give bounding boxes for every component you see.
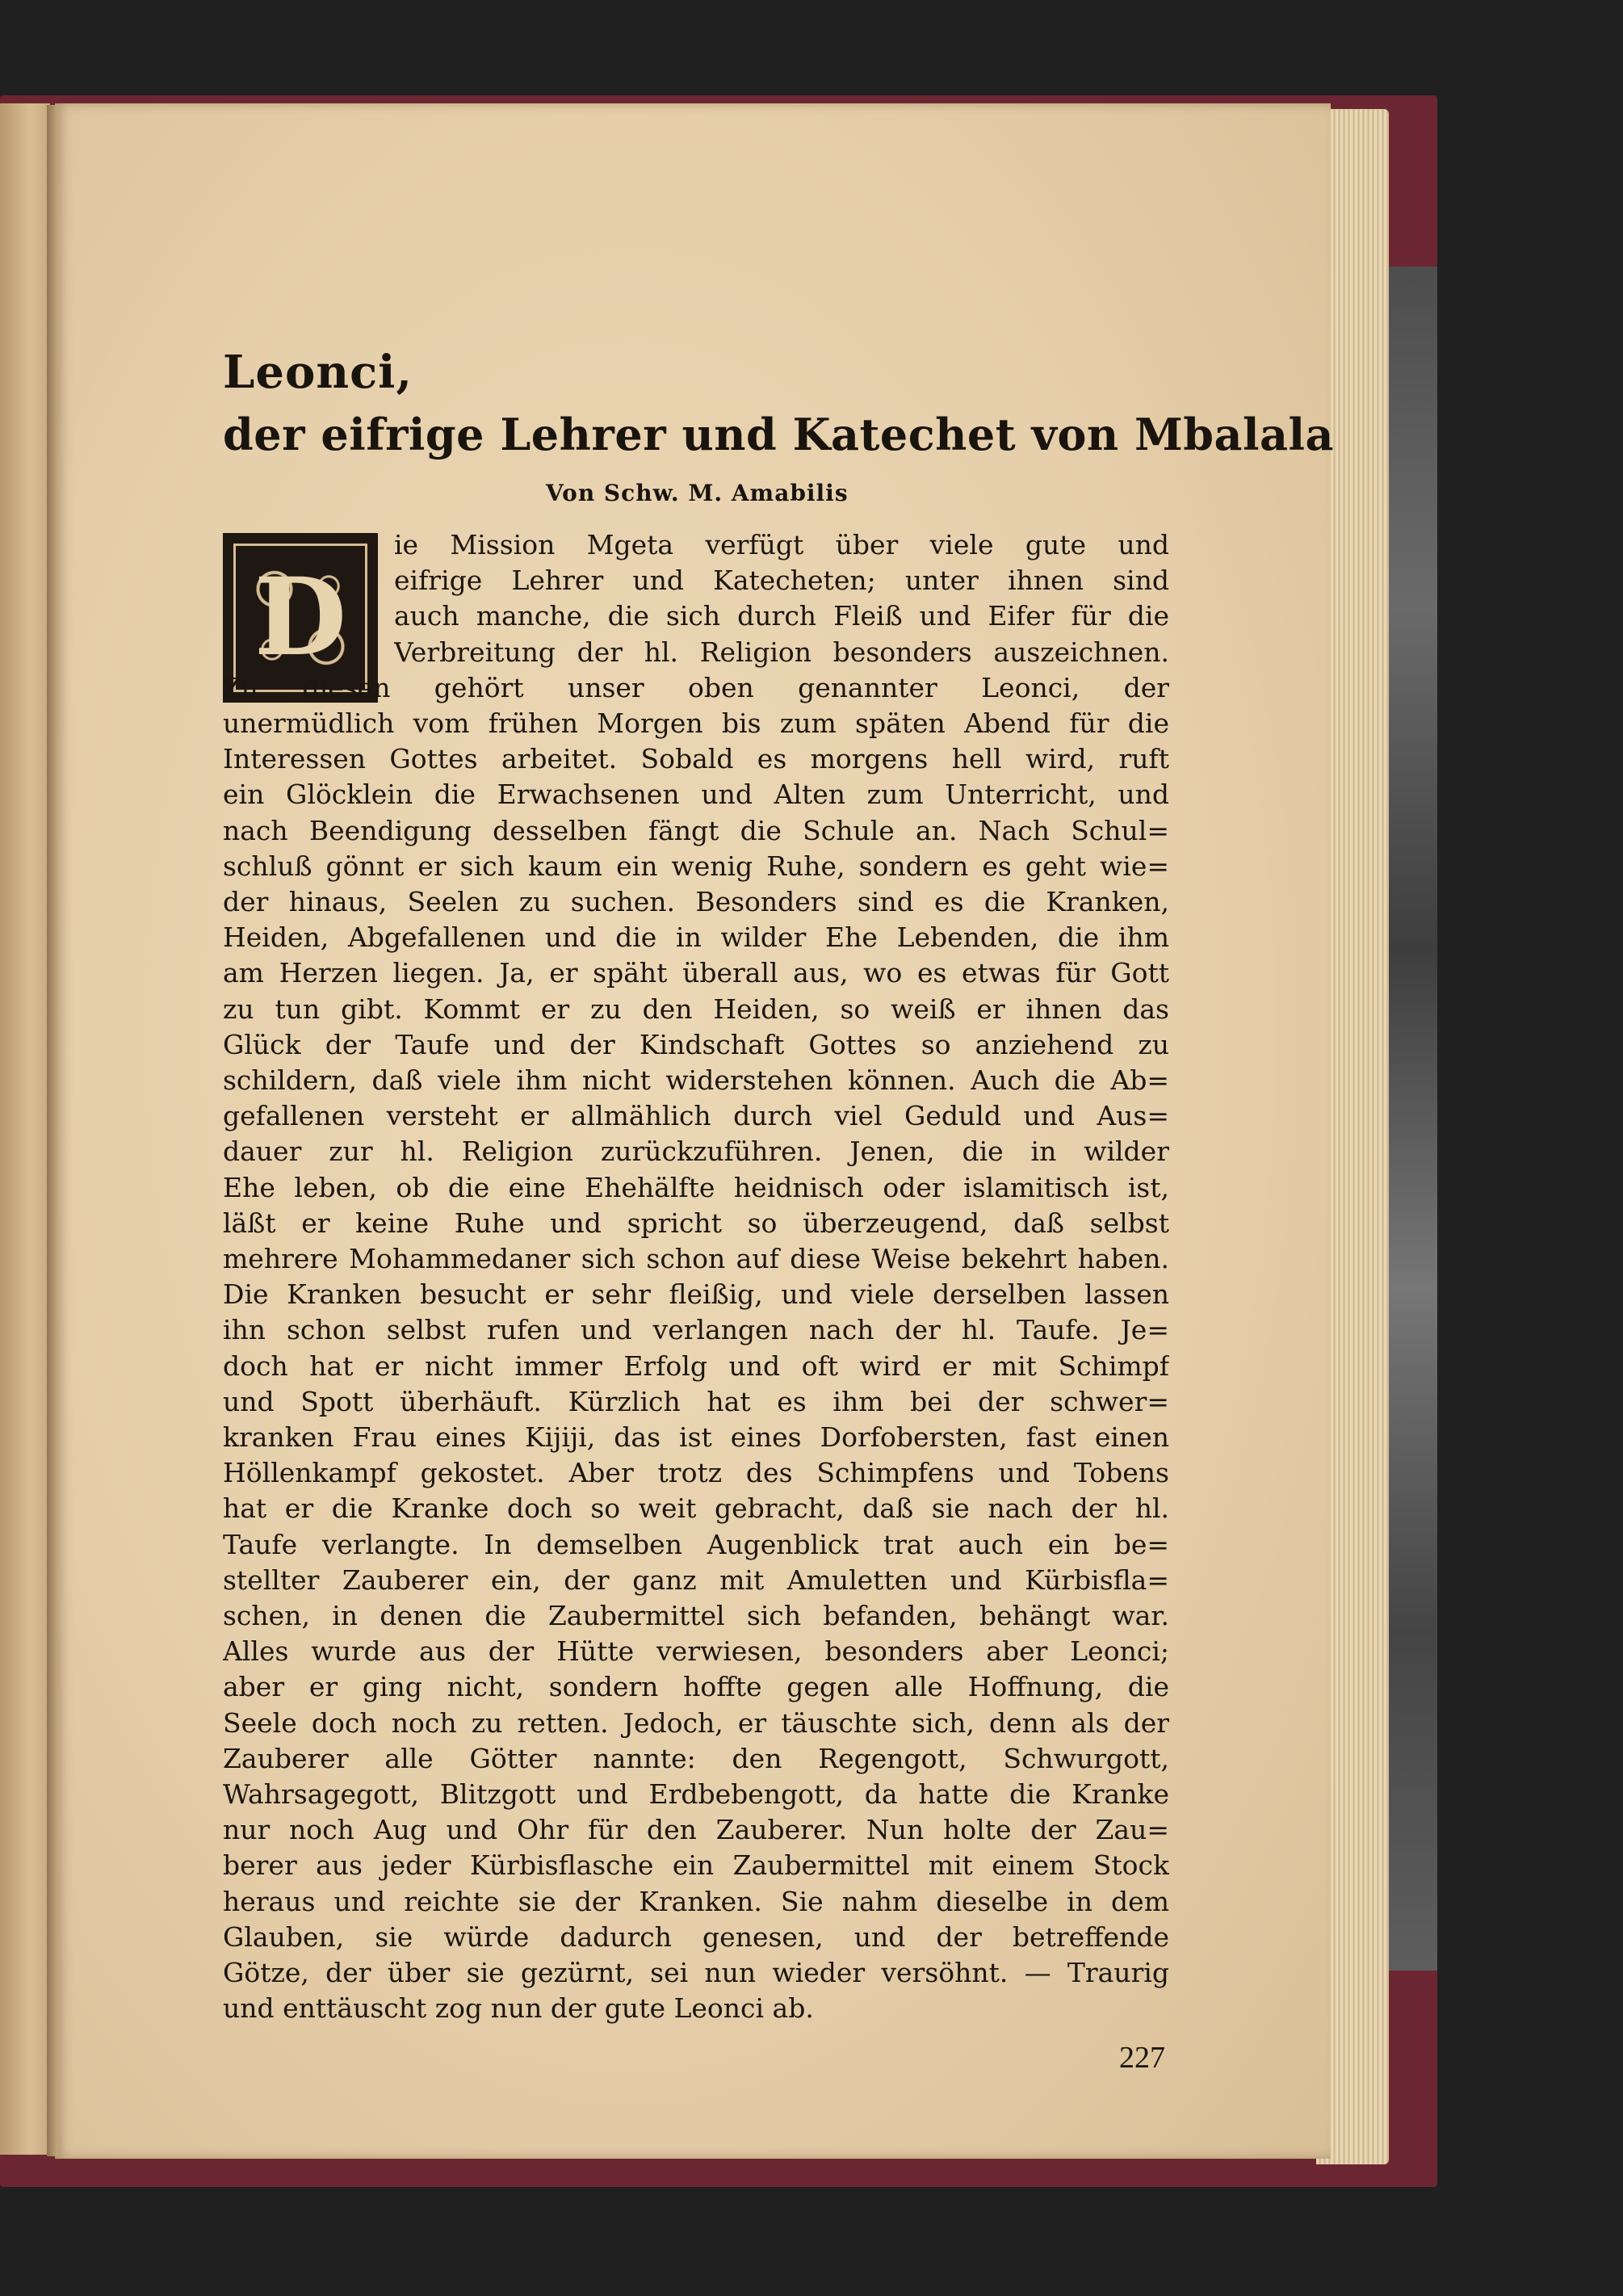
text-line: ie Mission Mgeta verfügt über viele gute und — [394, 529, 1169, 560]
text-line: gefallenen versteht er allmählich durch viel Geduld und Aus= — [223, 1100, 1169, 1131]
text-line: der hinaus, Seelen zu suchen. Besonders sind es die Kranken, — [223, 886, 1169, 917]
byline: Von Schw. M. Amabilis — [546, 480, 849, 506]
text-line: Zauberer alle Götter nannte: den Regengott, Schwurgott, — [223, 1743, 1169, 1774]
initial-letter: D — [254, 555, 347, 680]
text-line: Heiden, Abgefallenen und die in wilder Ehe Lebenden, die ihm — [223, 921, 1169, 953]
text-line: nur noch Aug und Ohr für den Zauberer. Nun holte der Zau= — [223, 1814, 1169, 1845]
text-line: hat er die Kranke doch so weit gebracht, daß sie nach der hl. — [223, 1492, 1169, 1524]
text-line: Wahrsagegott, Blitzgott und Erdbebengott, da hatte die Kranke — [223, 1778, 1169, 1810]
title-line-2: der eifrige Lehrer und Katechet von Mbalala — [223, 409, 1335, 460]
book-page — [55, 103, 1335, 2159]
text-line: schluß gönnt er sich kaum ein wenig Ruhe, sondern es geht wie= — [223, 850, 1169, 882]
text-line: berer aus jeder Kürbisflasche ein Zaubermittel mit einem Stock — [223, 1849, 1169, 1881]
text-line: aber er ging nicht, sondern hoffte gegen alle Hoffnung, die — [223, 1671, 1169, 1702]
text-line: und enttäuscht zog nun der gute Leonci ab. — [223, 1992, 814, 2024]
text-line: und Spott überhäuft. Kürzlich hat es ihm bei der schwer= — [223, 1386, 1169, 1417]
text-line: Höllenkampf gekostet. Aber trotz des Schimpfens und Tobens — [223, 1457, 1169, 1488]
text-line: Verbreitung der hl. Religion besonders auszeichnen. — [394, 636, 1169, 668]
text-line: am Herzen liegen. Ja, er späht überall aus, wo es etwas für Gott — [223, 957, 1169, 988]
text-line: Taufe verlangte. In demselben Augenblick trat auch ein be= — [223, 1529, 1169, 1560]
text-line: heraus und reichte sie der Kranken. Sie nahm dieselbe in dem — [223, 1886, 1169, 1917]
left-facing-page — [0, 103, 50, 2155]
text-line: kranken Frau eines Kijiji, das ist eines Dorfobersten, fast einen — [223, 1421, 1169, 1453]
text-line: schen, in denen die Zaubermittel sich befanden, behängt war. — [223, 1600, 1169, 1631]
text-line: Die Kranken besucht er sehr fleißig, und viele derselben lassen — [223, 1278, 1169, 1310]
text-line: läßt er keine Ruhe und spricht so überzeugend, daß selbst — [223, 1207, 1169, 1239]
text-line: auch manche, die sich durch Fleiß und Eifer für die — [394, 600, 1169, 632]
text-line: eifrige Lehrer und Katecheten; unter ihnen sind — [394, 565, 1169, 596]
page-gutter — [47, 105, 58, 2156]
text-line: doch hat er nicht immer Erfolg und oft wird er mit Schimpf — [223, 1350, 1169, 1382]
text-line: Zu diesen gehört unser oben genannter Leonci, der — [223, 672, 1169, 703]
text-line: Glück der Taufe und der Kindschaft Gottes so anziehend zu — [223, 1029, 1169, 1060]
text-line: Alles wurde aus der Hütte verwiesen, besonders aber Leonci; — [223, 1635, 1169, 1667]
text-line: unermüdlich vom frühen Morgen bis zum späten Abend für die — [223, 707, 1169, 739]
text-line: schildern, daß viele ihm nicht widerstehen können. Auch die Ab= — [223, 1064, 1169, 1096]
text-line: Seele doch noch zu retten. Jedoch, er täuschte sich, denn als der — [223, 1707, 1169, 1739]
text-line: Götze, der über sie gezürnt, sei nun wieder versöhnt. — Traurig — [223, 1957, 1169, 1988]
text-line: ein Glöcklein die Erwachsenen und Alten zum Unterricht, und — [223, 779, 1169, 810]
text-line: mehrere Mohammedaner sich schon auf diese Weise bekehrt haben. — [223, 1243, 1169, 1274]
text-line: dauer zur hl. Religion zurückzuführen. Jenen, die in wilder — [223, 1135, 1169, 1167]
text-line: Ehe leben, ob die eine Ehehälfte heidnisch oder islamitisch ist, — [223, 1172, 1169, 1203]
text-line: ihn schon selbst rufen und verlangen nach der hl. Taufe. Je= — [223, 1314, 1169, 1345]
title-line-1: Leonci, — [223, 346, 413, 399]
page-number: 227 — [1119, 2041, 1165, 2075]
text-line: Interessen Gottes arbeitet. Sobald es morgens hell wird, ruft — [223, 743, 1169, 774]
text-line: Glauben, sie würde dadurch genesen, und der betreffende — [223, 1921, 1169, 1953]
text-line: stellter Zauberer ein, der ganz mit Amuletten und Kürbisfla= — [223, 1564, 1169, 1596]
text-line: zu tun gibt. Kommt er zu den Heiden, so weiß er ihnen das — [223, 993, 1169, 1025]
text-line: nach Beendigung desselben fängt die Schule an. Nach Schul= — [223, 815, 1169, 846]
